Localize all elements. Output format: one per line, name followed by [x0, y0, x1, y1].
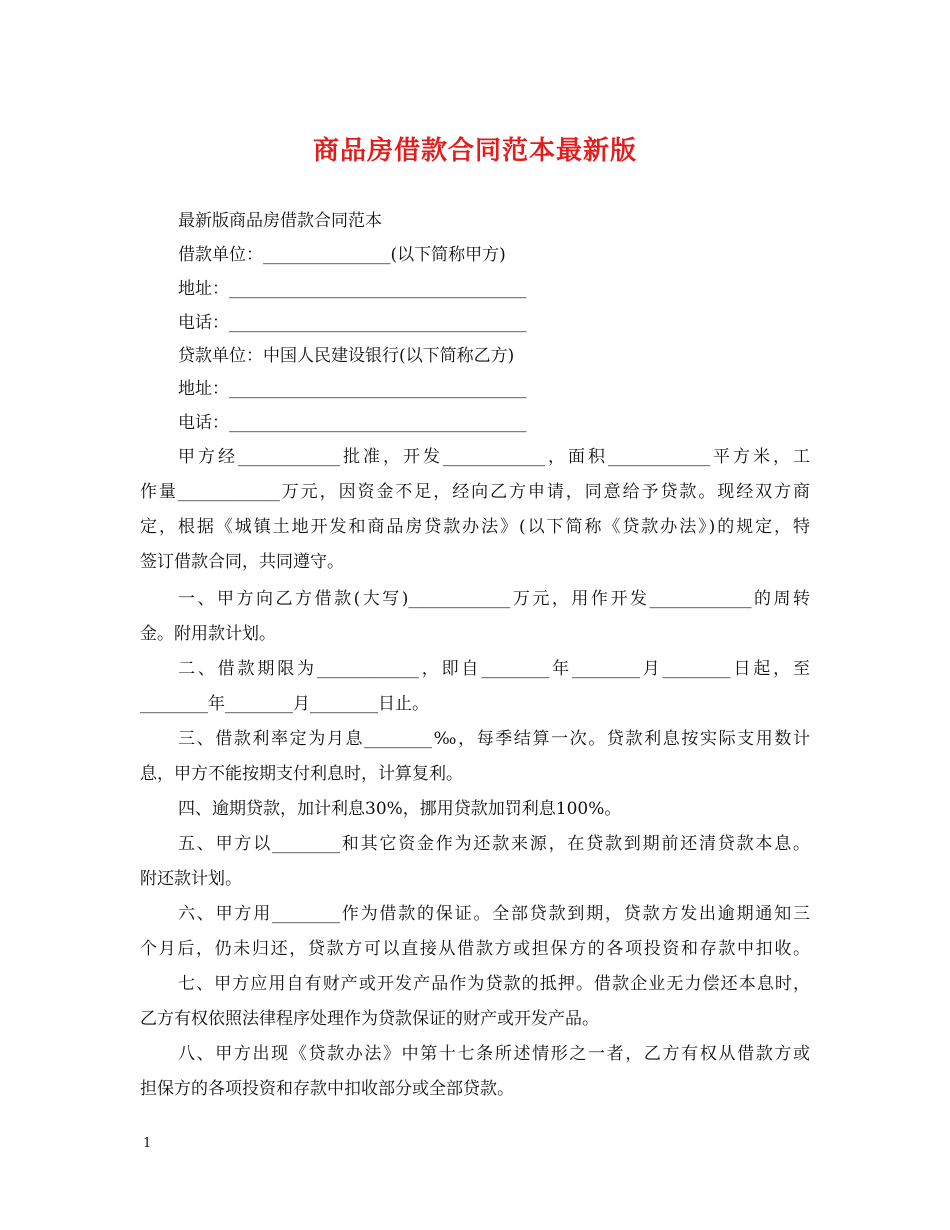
text-line: ________年________月________日止。 [140, 694, 429, 714]
text-line: 二、借款期限为____________，即自________年________月________日起，至 [178, 659, 810, 679]
document-title: 商品房借款合同范本最新版 [312, 136, 637, 166]
text-line: 四、逾期贷款，加计利息30%，挪用贷款加罚利息100%。 [178, 799, 622, 819]
text-line: 签订借款合同，共同遵守。 [140, 552, 344, 572]
text-line: 八、甲方出现《贷款办法》中第十七条所述情形之一者，乙方有权从借款方或 [178, 1044, 810, 1064]
page-number: 1 [143, 1136, 152, 1151]
text-line: 贷款单位：中国人民建设银行(以下简称乙方) [178, 346, 515, 366]
text-line: 金。附用款计划。 [140, 624, 276, 644]
text-line: 电话：___________________________________ [178, 413, 527, 433]
text-line: 作量____________万元，因资金不足，经向乙方申请，同意给予贷款。现经双方商 [140, 482, 810, 502]
text-line: 最新版商品房借款合同范本 [178, 211, 382, 231]
text-line: 借款单位：_______________(以下简称甲方) [178, 245, 506, 265]
text-line: 息，甲方不能按期支付利息时，计算复利。 [140, 764, 463, 784]
text-line: 电话：___________________________________ [178, 313, 527, 333]
text-line: 甲方经____________批准，开发____________，面积____________平方米，工 [178, 447, 810, 467]
text-line: 地址：___________________________________ [178, 279, 527, 299]
text-line: 定，根据《城镇土地开发和商品房贷款办法》(以下简称《贷款办法》)的规定，特 [140, 517, 810, 537]
text-line: 地址：___________________________________ [178, 379, 527, 399]
text-line: 附还款计划。 [140, 869, 242, 889]
text-line: 乙方有权依照法律程序处理作为贷款保证的财产或开发产品。 [140, 1009, 599, 1029]
text-line: 个月后，仍未归还，贷款方可以直接从借款方或担保方的各项投资和存款中扣收。 [140, 939, 810, 959]
text-line: 一、甲方向乙方借款(大写)____________万元，用作开发____________的周转 [178, 589, 810, 609]
text-line: 七、甲方应用自有财产或开发产品作为贷款的抵押。借款企业无力偿还本息时， [178, 974, 810, 994]
text-line: 三、借款利率定为月息________‰，每季结算一次。贷款利息按实际支用数计 [178, 729, 810, 749]
text-line: 担保方的各项投资和存款中扣收部分或全部贷款。 [140, 1079, 514, 1099]
text-line: 六、甲方用________作为借款的保证。全部贷款到期，贷款方发出逾期通知三 [178, 904, 810, 924]
text-line: 五、甲方以________和其它资金作为还款来源，在贷款到期前还清贷款本息。 [178, 834, 810, 854]
